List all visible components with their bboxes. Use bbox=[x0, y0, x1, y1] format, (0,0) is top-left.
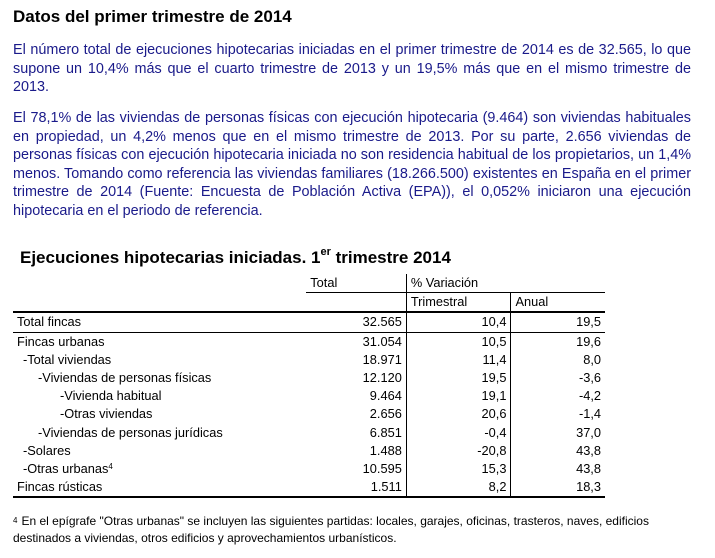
row-total: 32.565 bbox=[306, 312, 406, 332]
row-trimestral: 10,4 bbox=[406, 312, 511, 332]
row-total: 1.488 bbox=[306, 442, 406, 460]
row-total: 18.971 bbox=[306, 351, 406, 369]
row-label: Fincas urbanas bbox=[17, 333, 105, 349]
section-heading: Datos del primer trimestre de 2014 bbox=[13, 7, 292, 26]
row-anual: 37,0 bbox=[576, 424, 601, 440]
foreclosures-table bbox=[13, 274, 605, 498]
row-trimestral: -0,4 bbox=[406, 424, 511, 442]
row-anual: 19,5 bbox=[511, 312, 605, 332]
row-anual: 18,3 bbox=[511, 478, 605, 497]
table-row bbox=[13, 442, 605, 460]
row-label-text: -Otras urbanas bbox=[23, 460, 109, 476]
row-trimestral: 15,3 bbox=[406, 460, 511, 478]
subheader-total-blank bbox=[306, 293, 406, 313]
table-row bbox=[13, 478, 605, 497]
row-trimestral: 20,6 bbox=[406, 405, 511, 423]
table-row bbox=[13, 351, 605, 369]
row-total: 10.595 bbox=[306, 460, 406, 478]
row-anual: 43,8 bbox=[576, 442, 601, 458]
table-row bbox=[13, 424, 605, 442]
header-total: Total bbox=[306, 274, 406, 293]
row-anual: 43,8 bbox=[576, 460, 601, 476]
row-trimestral: 19,5 bbox=[406, 369, 511, 387]
row-anual: -1,4 bbox=[578, 406, 601, 422]
row-label: -Total viviendas bbox=[23, 351, 112, 367]
row-total: 6.851 bbox=[306, 424, 406, 442]
row-label bbox=[13, 460, 306, 478]
row-label: Fincas rústicas bbox=[13, 478, 306, 497]
row-label: -Otras viviendas bbox=[60, 406, 153, 422]
row-trimestral: 19,1 bbox=[406, 387, 511, 405]
row-label: -Viviendas de personas jurídicas bbox=[38, 424, 223, 440]
row-label: -Solares bbox=[23, 442, 71, 458]
row-total: 31.054 bbox=[306, 332, 406, 351]
footnote bbox=[13, 513, 693, 547]
row-trimestral: 11,4 bbox=[406, 351, 511, 369]
footnote-text: En el epígrafe "Otras urbanas" se incluyen las siguientes partidas: locales, garajes, oficinas, trasteros, naves, edificios destinados a viviendas, otros edificios y aprovechamientos urbanísticos. bbox=[13, 514, 649, 545]
footnote-marker: 4 bbox=[108, 461, 113, 471]
table-title-superscript: er bbox=[320, 246, 331, 258]
row-anual: -3,6 bbox=[578, 370, 601, 386]
subheader-blank bbox=[13, 293, 306, 313]
table-row bbox=[13, 405, 605, 423]
row-trimestral: 10,5 bbox=[406, 332, 511, 351]
row-anual: 8,0 bbox=[583, 351, 601, 367]
table-subheader-row bbox=[13, 293, 605, 313]
row-anual: -4,2 bbox=[578, 388, 601, 404]
header-blank bbox=[13, 274, 306, 293]
table-title-main: Ejecuciones hipotecarias iniciadas. 1 bbox=[20, 248, 321, 267]
header-trimestral: Trimestral bbox=[406, 293, 511, 313]
row-label: Total fincas bbox=[13, 312, 306, 332]
row-trimestral: -20,8 bbox=[406, 442, 511, 460]
table-row bbox=[13, 387, 605, 405]
header-variacion: % Variación bbox=[406, 274, 605, 293]
table-title bbox=[20, 248, 451, 268]
row-total: 2.656 bbox=[306, 405, 406, 423]
table-title-end: trimestre 2014 bbox=[330, 248, 451, 267]
paragraph-details: El 78,1% de las viviendas de personas físicas con ejecución hipotecaria (9.464) son viviendas habituales en propiedad, un 4,2% menos que en el mismo trimestre de 2013. Por su parte, 2.656 viviendas de personas físicas con ejecución hipotecaria iniciada no son residencia habitual de los propietarios, un 1,4% menos. Tomando como referencia las viviendas familiares (18.266.500) existentes en España en el primer trimestre de 2014 (Fuente: Encuesta de Población Activa (EPA)), el 0,052% iniciaron una ejecución hipotecaria en el periodo de referencia. bbox=[13, 110, 691, 219]
table-row bbox=[13, 312, 605, 332]
row-label: -Vivienda habitual bbox=[60, 388, 162, 404]
table-row bbox=[13, 369, 605, 387]
row-trimestral: 8,2 bbox=[406, 478, 511, 497]
row-anual: 19,6 bbox=[576, 333, 601, 349]
table-row bbox=[13, 332, 605, 351]
row-label: -Viviendas de personas físicas bbox=[38, 370, 212, 386]
row-total: 12.120 bbox=[306, 369, 406, 387]
table-header-row bbox=[13, 274, 605, 293]
row-total: 9.464 bbox=[306, 387, 406, 405]
footnote-number: 4 bbox=[13, 516, 18, 525]
header-anual: Anual bbox=[511, 293, 605, 313]
table-row bbox=[13, 460, 605, 478]
row-total: 1.511 bbox=[306, 478, 406, 497]
paragraph-summary: El número total de ejecuciones hipotecarias iniciadas en el primer trimestre de 2014 es de 32.565, lo que supone un 10,4% más que el cuarto trimestre de 2013 y un 19,5% más que en el mismo trimestre de 2013. bbox=[13, 42, 691, 95]
